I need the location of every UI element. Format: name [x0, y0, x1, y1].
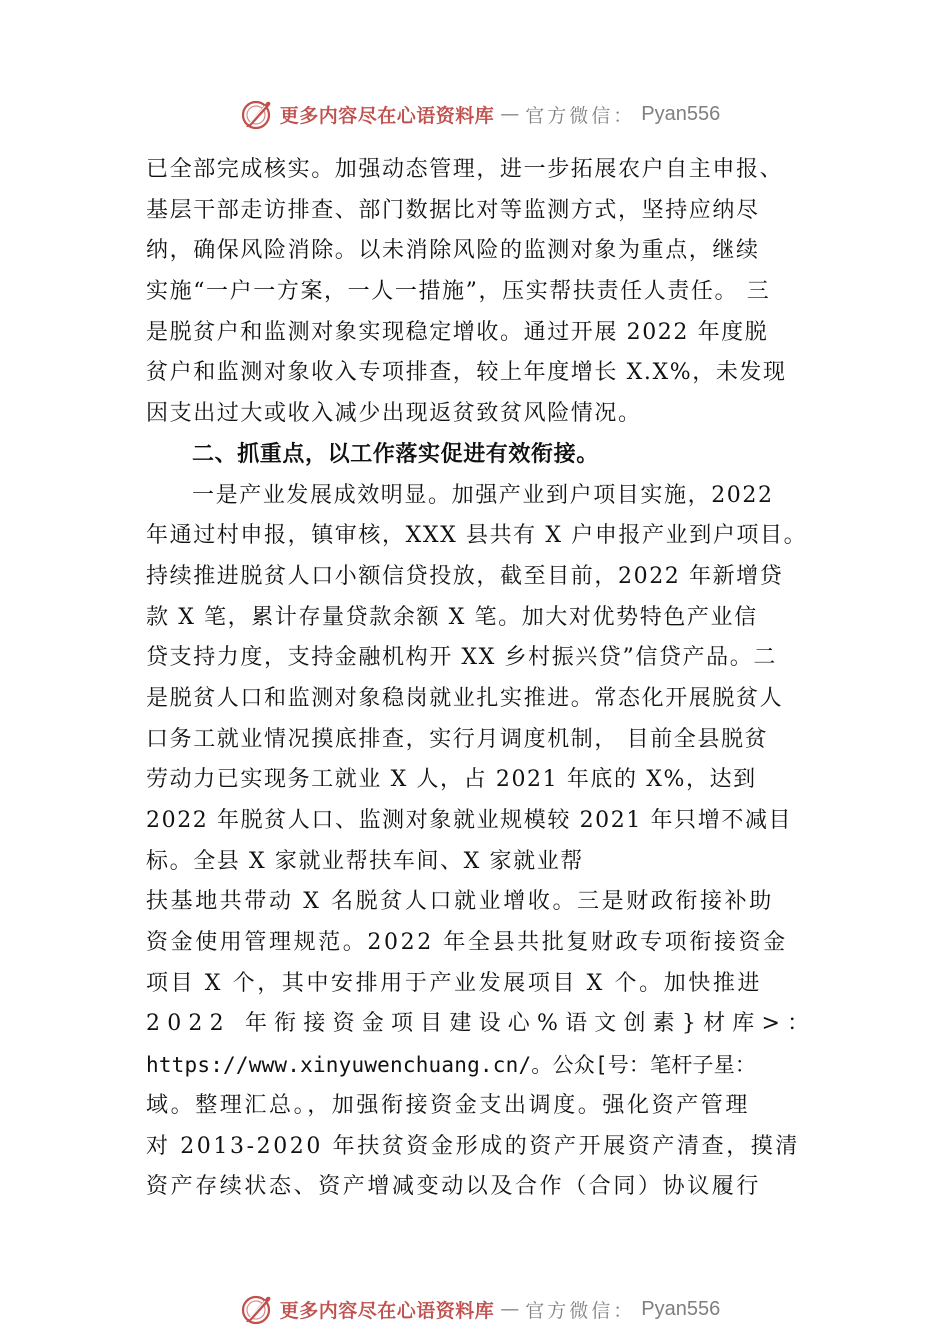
body-line: 已全部完成核实。加强动态管理，进一步拓展农户自主申报、	[146, 157, 784, 182]
body-line: 贫户和监测对象收入专项排查，较上年度增长 X.X%，未发现	[146, 360, 787, 386]
separator-dash: —	[500, 103, 520, 125]
body-line: 资金使用管理规范。2022 年全县共批复财政专项衔接资金	[146, 930, 788, 956]
body-line: 纳，确保风险消除。以未消除风险的监测对象为重点，继续	[146, 238, 760, 264]
wechat-id: Pyan556	[641, 102, 721, 125]
footer-watermark	[0, 1289, 950, 1329]
body-line: 2022 年脱贫人口、监测对象就业规模较 2021 年只增不减目	[146, 808, 793, 833]
body-line: 贷支持力度，支持金融机构开 XX 乡村振兴贷”信贷产品。二	[146, 645, 777, 671]
body-line: 一是产业发展成效明显。加强产业到户项目实施，2022	[192, 482, 774, 508]
body-line: 资产存续状态、资产增减变动以及合作（合同）协议履行	[146, 1174, 762, 1200]
body-line: 2022 年衔接资金项目建设心%语文创素}材库>：	[146, 1011, 817, 1037]
header-watermark	[0, 94, 950, 134]
body-line: 劳动力已实现务工就业 X 人，占 2021 年底的 X%，达到	[146, 767, 757, 793]
body-line: 实施“一户一方案，一人一措施”，压实帮扶责任人责任。 三	[146, 279, 771, 305]
watermark-group	[240, 1292, 721, 1326]
body-line: 年通过村申报，镇审核，XXX 县共有 X 户申报产业到户项目。	[146, 523, 808, 549]
wechat-id: Pyan556	[641, 1297, 721, 1320]
body-line: 口务工就业情况摸底排查，实行月调度机制， 目前全县脱贫	[146, 726, 769, 752]
section-heading: 二、抓重点，以工作落实促进有效衔接。	[192, 441, 599, 467]
body-line: 因支出过大或收入减少出现返贫致贫风险情况。	[146, 401, 642, 427]
body-line: 标。全县 X 家就业帮扶车间、X 家就业帮	[146, 848, 584, 874]
wechat-label: 官方微信：	[525, 104, 636, 127]
quill-logo-icon	[240, 97, 274, 131]
quill-logo-icon	[240, 1292, 274, 1326]
watermark-group	[240, 97, 721, 131]
brand-text: 更多内容尽在心语资料库	[279, 104, 495, 127]
wechat-label: 官方微信：	[525, 1299, 636, 1322]
body-line: 款 X 笔，累计存量贷款余额 X 笔。加大对优势特色产业信	[146, 604, 758, 630]
body-line: 对 2013-2020 年扶贫资金形成的资产开展资产清查，摸清	[146, 1133, 800, 1159]
body-line: 项目 X 个，其中安排用于产业发展项目 X 个。加快推进	[146, 970, 763, 996]
body-line: 是脱贫人口和监测对象稳岗就业扎实推进。常态化开展脱贫人	[146, 685, 784, 711]
body-line: 基层干部走访排查、部门数据比对等监测方式，坚持应纳尽	[146, 197, 760, 223]
body-line: 持续推进脱贫人口小额信贷投放，截至目前，2022 年新增贷	[146, 563, 784, 589]
body-line: 扶基地共带动 X 名脱贫人口就业增收。三是财政衔接补助	[146, 889, 774, 915]
body-line: 是脱贫户和监测对象实现稳定增收。通过开展 2022 年度脱	[146, 319, 769, 345]
brand-text: 更多内容尽在心语资料库	[279, 1299, 495, 1322]
body-line: 域。整理汇总。，加强衔接资金支出调度。强化资产管理	[146, 1092, 751, 1118]
separator-dash: —	[500, 1298, 520, 1320]
body-line-url: https://www.xinyuwenchuang.cn/。公众[号：笔杆子星：	[146, 1053, 757, 1078]
document-body	[146, 150, 836, 1208]
